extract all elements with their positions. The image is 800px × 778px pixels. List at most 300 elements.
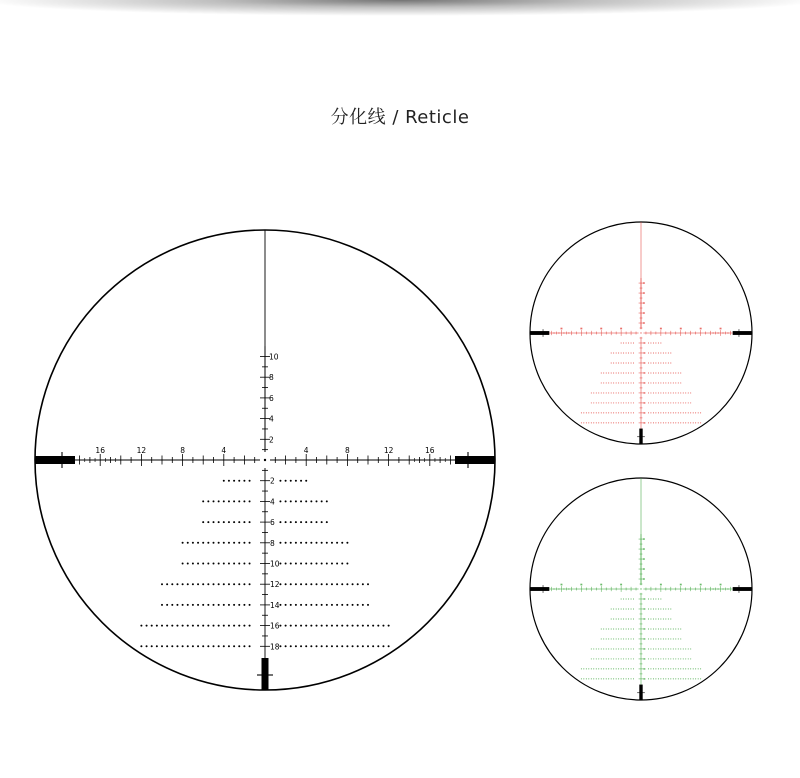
main-h-label: 12 [136, 446, 147, 455]
red-tree-dot [608, 392, 609, 393]
green-tree-dot [613, 648, 614, 649]
green-tree-dot [663, 608, 664, 609]
green-tree-dot [680, 658, 681, 659]
main-tree-dot [223, 604, 225, 606]
main-tree-dot [341, 645, 343, 647]
red-tree-dot [675, 392, 676, 393]
green-tree-dot [665, 648, 666, 649]
red-tree-dot [655, 352, 656, 353]
red-tree-dot [633, 402, 634, 403]
red-tree-dot [596, 412, 597, 413]
green-tree-dot [665, 668, 666, 669]
main-h-label: 4 [303, 446, 309, 455]
red-tree-dot [608, 402, 609, 403]
main-tree-dot [223, 542, 225, 544]
red-tree-dot [598, 412, 599, 413]
green-tree-dot [628, 628, 629, 629]
main-tree-dot [331, 563, 333, 565]
green-tree-dot [608, 638, 609, 639]
main-tree-dot [202, 583, 204, 585]
main-tree-dot [295, 500, 297, 502]
red-tree-dot [591, 412, 592, 413]
main-v-down-label: 16 [270, 621, 280, 631]
main-tree-dot [295, 645, 297, 647]
main-tree-dot [228, 563, 230, 565]
main-tree-dot [228, 480, 230, 482]
green-tree-dot [648, 608, 649, 609]
green-tree-dot [650, 608, 651, 609]
red-tree-dot [670, 402, 671, 403]
red-tree-dot [685, 422, 686, 423]
green-tree-dot [698, 678, 699, 679]
red-h-label-mark [620, 328, 622, 330]
main-tree-dot [233, 563, 235, 565]
green-tree-dot [611, 658, 612, 659]
red-tree-dot [581, 412, 582, 413]
main-tree-dot [182, 542, 184, 544]
green-tree-dot [631, 599, 632, 600]
main-tree-dot [362, 604, 364, 606]
red-tree-dot [688, 392, 689, 393]
green-tree-dot [621, 608, 622, 609]
main-tree-dot [326, 604, 328, 606]
green-tree-dot [668, 658, 669, 659]
main-h-label: 16 [425, 446, 435, 455]
main-tree-dot [207, 583, 209, 585]
green-tree-dot [631, 648, 632, 649]
red-tree-dot [650, 362, 651, 363]
green-tree-dot [653, 618, 654, 619]
red-tree-dot [665, 372, 666, 373]
red-tree-dot [690, 412, 691, 413]
main-tree-dot [341, 542, 343, 544]
red-tree-dot [628, 422, 629, 423]
green-v-down-label-mark [643, 638, 645, 639]
red-tree-dot [675, 382, 676, 383]
main-tree-dot [171, 604, 173, 606]
main-tree-dot [213, 521, 215, 523]
green-tree-dot [700, 678, 701, 679]
green-v-down-label-mark [643, 618, 645, 619]
main-v-up-label: 2 [269, 435, 274, 445]
green-tree-dot [603, 678, 604, 679]
green-tree-dot [631, 628, 632, 629]
main-tree-dot [223, 500, 225, 502]
green-tree-dot [690, 658, 691, 659]
green-tree-dot [618, 618, 619, 619]
main-tree-dot [249, 563, 251, 565]
main-tree-dot [321, 625, 323, 627]
main-tree-dot [290, 604, 292, 606]
main-tree-dot [326, 500, 328, 502]
red-v-down-label-mark [643, 362, 645, 363]
main-tree-dot [331, 583, 333, 585]
red-tree-dot [611, 352, 612, 353]
main-tree-dot [285, 583, 287, 585]
main-v-down-label: 14 [270, 600, 280, 610]
red-tree-dot [633, 352, 634, 353]
main-tree-dot [321, 500, 323, 502]
main-tree-dot [197, 583, 199, 585]
red-tree-dot [663, 352, 664, 353]
green-tree-dot [675, 648, 676, 649]
green-tree-dot [598, 658, 599, 659]
main-tree-dot [310, 625, 312, 627]
main-tree-dot [310, 583, 312, 585]
red-tree-dot [601, 422, 602, 423]
main-tree-dot [290, 645, 292, 647]
green-tree-dot [683, 658, 684, 659]
red-tree-dot [603, 402, 604, 403]
red-tree-dot [695, 422, 696, 423]
green-tree-dot [658, 648, 659, 649]
red-tree-dot [673, 382, 674, 383]
main-tree-dot [377, 625, 379, 627]
red-tree-dot [698, 412, 699, 413]
main-tree-dot [279, 645, 281, 647]
red-tree-dot [695, 412, 696, 413]
red-tree-dot [611, 362, 612, 363]
green-tree-dot [633, 668, 634, 669]
green-tree-dot [633, 658, 634, 659]
green-tree-dot [660, 608, 661, 609]
main-tree-dot [228, 500, 230, 502]
main-tree-dot [300, 625, 302, 627]
red-tree-dot [611, 422, 612, 423]
main-tree-dot [290, 563, 292, 565]
green-tree-dot [658, 618, 659, 619]
red-tree-dot [596, 402, 597, 403]
red-tree-dot [621, 422, 622, 423]
main-tree-dot [233, 625, 235, 627]
main-right-post [455, 456, 495, 464]
red-tree-dot [675, 422, 676, 423]
green-tree-dot [670, 678, 671, 679]
green-tree-dot [618, 678, 619, 679]
green-tree-dot [588, 668, 589, 669]
main-tree-dot [285, 521, 287, 523]
red-tree-dot [660, 352, 661, 353]
red-tree-dot [680, 422, 681, 423]
red-tree-dot [663, 372, 664, 373]
red-tree-dot [601, 382, 602, 383]
main-tree-dot [223, 625, 225, 627]
green-tree-dot [690, 648, 691, 649]
green-tree-dot [596, 658, 597, 659]
main-tree-dot [249, 645, 251, 647]
red-tree-dot [623, 362, 624, 363]
red-tree-dot [618, 362, 619, 363]
red-tree-dot [660, 422, 661, 423]
red-tree-dot [598, 392, 599, 393]
red-tree-dot [611, 412, 612, 413]
main-tree-dot [197, 604, 199, 606]
green-tree-dot [663, 648, 664, 649]
red-tree-dot [598, 402, 599, 403]
red-tree-dot [685, 412, 686, 413]
red-tree-dot [603, 392, 604, 393]
red-tree-dot [633, 422, 634, 423]
green-tree-dot [626, 668, 627, 669]
main-tree-dot [238, 583, 240, 585]
red-tree-dot [618, 402, 619, 403]
red-tree-dot [588, 422, 589, 423]
green-tree-dot [586, 678, 587, 679]
green-tree-dot [665, 678, 666, 679]
green-tree-dot [678, 668, 679, 669]
red-tree-dot [626, 352, 627, 353]
green-tree-dot [583, 678, 584, 679]
red-tree-dot [616, 412, 617, 413]
red-tree-dot [628, 372, 629, 373]
green-tree-dot [663, 668, 664, 669]
green-tree-dot [658, 608, 659, 609]
green-tree-dot [698, 668, 699, 669]
green-tree-dot [611, 638, 612, 639]
green-tree-dot [601, 628, 602, 629]
main-tree-dot [290, 500, 292, 502]
main-tree-dot [176, 583, 178, 585]
red-tree-dot [678, 392, 679, 393]
green-tree-dot [675, 658, 676, 659]
green-tree-dot [678, 658, 679, 659]
main-tree-dot [243, 500, 245, 502]
red-tree-dot [675, 372, 676, 373]
red-tree-dot [583, 412, 584, 413]
green-tree-dot [660, 599, 661, 600]
main-tree-dot [202, 625, 204, 627]
main-tree-dot [223, 645, 225, 647]
main-tree-dot [161, 583, 163, 585]
main-tree-dot [310, 645, 312, 647]
red-tree-dot [631, 372, 632, 373]
main-tree-dot [238, 625, 240, 627]
main-tree-dot [238, 500, 240, 502]
green-tree-dot [621, 628, 622, 629]
green-tree-dot [628, 648, 629, 649]
green-tree-dot [593, 668, 594, 669]
green-tree-dot [611, 648, 612, 649]
green-tree-dot [658, 638, 659, 639]
red-tree-dot [653, 382, 654, 383]
red-bottom-post [639, 429, 642, 444]
red-v-up-label-mark [643, 312, 645, 313]
green-tree-dot [633, 599, 634, 600]
main-tree-dot [213, 542, 215, 544]
green-tree-dot [621, 638, 622, 639]
main-h-label: 12 [383, 446, 394, 455]
main-tree-dot [243, 542, 245, 544]
red-tree-dot [626, 422, 627, 423]
green-tree-dot [623, 628, 624, 629]
main-tree-dot [326, 563, 328, 565]
main-tree-dot [279, 604, 281, 606]
main-tree-dot [367, 645, 369, 647]
green-tree-dot [685, 658, 686, 659]
main-tree-dot [362, 625, 364, 627]
red-v-down-label-mark [643, 372, 645, 373]
main-tree-dot [228, 645, 230, 647]
main-tree-dot [279, 480, 281, 482]
main-tree-dot [285, 542, 287, 544]
green-tree-dot [606, 648, 607, 649]
green-tree-dot [608, 668, 609, 669]
main-tree-dot [300, 480, 302, 482]
red-tree-dot [633, 362, 634, 363]
green-tree-dot [591, 678, 592, 679]
main-tree-dot [238, 563, 240, 565]
main-tree-dot [187, 563, 189, 565]
main-tree-dot [249, 500, 251, 502]
green-tree-dot [603, 638, 604, 639]
green-tree-dot [650, 648, 651, 649]
main-tree-dot [279, 500, 281, 502]
green-tree-dot [623, 678, 624, 679]
green-tree-dot [653, 608, 654, 609]
red-tree-dot [606, 412, 607, 413]
red-tree-dot [603, 422, 604, 423]
red-h-label-mark [561, 328, 563, 330]
green-tree-dot [616, 638, 617, 639]
main-tree-dot [285, 604, 287, 606]
main-tree-dot [192, 625, 194, 627]
green-tree-dot [628, 599, 629, 600]
red-tree-dot [613, 382, 614, 383]
main-tree-dot [243, 604, 245, 606]
main-tree-dot [243, 583, 245, 585]
red-tree-dot [606, 392, 607, 393]
green-center-dot [640, 588, 641, 589]
red-tree-dot [660, 382, 661, 383]
red-tree-dot [588, 412, 589, 413]
main-tree-dot [352, 645, 354, 647]
red-tree-dot [631, 382, 632, 383]
red-tree-dot [680, 392, 681, 393]
green-tree-dot [633, 648, 634, 649]
green-tree-dot [673, 658, 674, 659]
green-tree-dot [603, 628, 604, 629]
main-tree-dot [321, 521, 323, 523]
red-tree-dot [611, 372, 612, 373]
main-tree-dot [279, 563, 281, 565]
green-tree-dot [616, 648, 617, 649]
green-tree-dot [658, 678, 659, 679]
main-tree-dot [362, 583, 364, 585]
green-tree-dot [613, 608, 614, 609]
main-tree-dot [295, 480, 297, 482]
red-tree-dot [668, 372, 669, 373]
green-tree-dot [655, 608, 656, 609]
green-tree-dot [653, 628, 654, 629]
main-tree-dot [367, 604, 369, 606]
main-tree-dot [321, 583, 323, 585]
red-v-down-label-mark [643, 392, 645, 393]
red-tree-dot [658, 412, 659, 413]
green-tree-dot [608, 628, 609, 629]
green-tree-dot [613, 638, 614, 639]
green-tree-dot [581, 668, 582, 669]
green-tree-dot [626, 658, 627, 659]
green-tree-dot [688, 668, 689, 669]
green-tree-dot [606, 668, 607, 669]
green-h-label-mark [700, 584, 702, 586]
green-tree-dot [665, 638, 666, 639]
red-tree-dot [628, 382, 629, 383]
main-tree-dot [336, 604, 338, 606]
green-tree-dot [680, 628, 681, 629]
main-tree-dot [233, 583, 235, 585]
reticle-main-icon [35, 230, 495, 690]
green-tree-dot [648, 678, 649, 679]
main-tree-dot [305, 563, 307, 565]
main-v-down-label: 8 [270, 538, 275, 548]
red-tree-dot [658, 352, 659, 353]
red-tree-dot [658, 382, 659, 383]
red-tree-dot [665, 382, 666, 383]
red-tree-dot [648, 352, 649, 353]
green-tree-dot [680, 668, 681, 669]
main-tree-dot [207, 521, 209, 523]
main-tree-dot [341, 625, 343, 627]
main-tree-dot [316, 604, 318, 606]
red-tree-dot [670, 412, 671, 413]
red-tree-dot [631, 392, 632, 393]
red-tree-dot [673, 392, 674, 393]
main-tree-dot [207, 604, 209, 606]
green-tree-dot [690, 678, 691, 679]
main-v-down-label: 2 [270, 476, 275, 486]
green-tree-dot [650, 668, 651, 669]
main-tree-dot [285, 480, 287, 482]
main-tree-dot [233, 480, 235, 482]
green-tree-dot [603, 648, 604, 649]
red-tree-dot [621, 402, 622, 403]
green-tree-dot [673, 628, 674, 629]
green-tree-dot [650, 618, 651, 619]
green-tree-dot [598, 648, 599, 649]
red-tree-dot [693, 412, 694, 413]
green-v-down-label-mark [643, 598, 645, 599]
red-tree-dot [688, 412, 689, 413]
red-tree-dot [665, 392, 666, 393]
main-tree-dot [238, 480, 240, 482]
green-tree-dot [633, 618, 634, 619]
main-tree-dot [161, 625, 163, 627]
red-tree-dot [603, 412, 604, 413]
main-v-up-label: 4 [269, 414, 274, 424]
red-tree-dot [611, 382, 612, 383]
main-tree-dot [233, 521, 235, 523]
main-tree-dot [279, 583, 281, 585]
green-tree-dot [673, 638, 674, 639]
red-tree-dot [700, 422, 701, 423]
main-tree-dot [233, 645, 235, 647]
red-tree-dot [628, 392, 629, 393]
green-tree-dot [608, 658, 609, 659]
red-tree-dot [648, 382, 649, 383]
red-tree-dot [663, 362, 664, 363]
red-tree-dot [621, 362, 622, 363]
green-tree-dot [621, 658, 622, 659]
red-tree-dot [618, 352, 619, 353]
red-tree-dot [678, 372, 679, 373]
green-tree-dot [670, 668, 671, 669]
red-tree-dot [631, 352, 632, 353]
main-tree-dot [352, 604, 354, 606]
green-tree-dot [603, 658, 604, 659]
green-tree-dot [670, 628, 671, 629]
main-tree-dot [197, 542, 199, 544]
